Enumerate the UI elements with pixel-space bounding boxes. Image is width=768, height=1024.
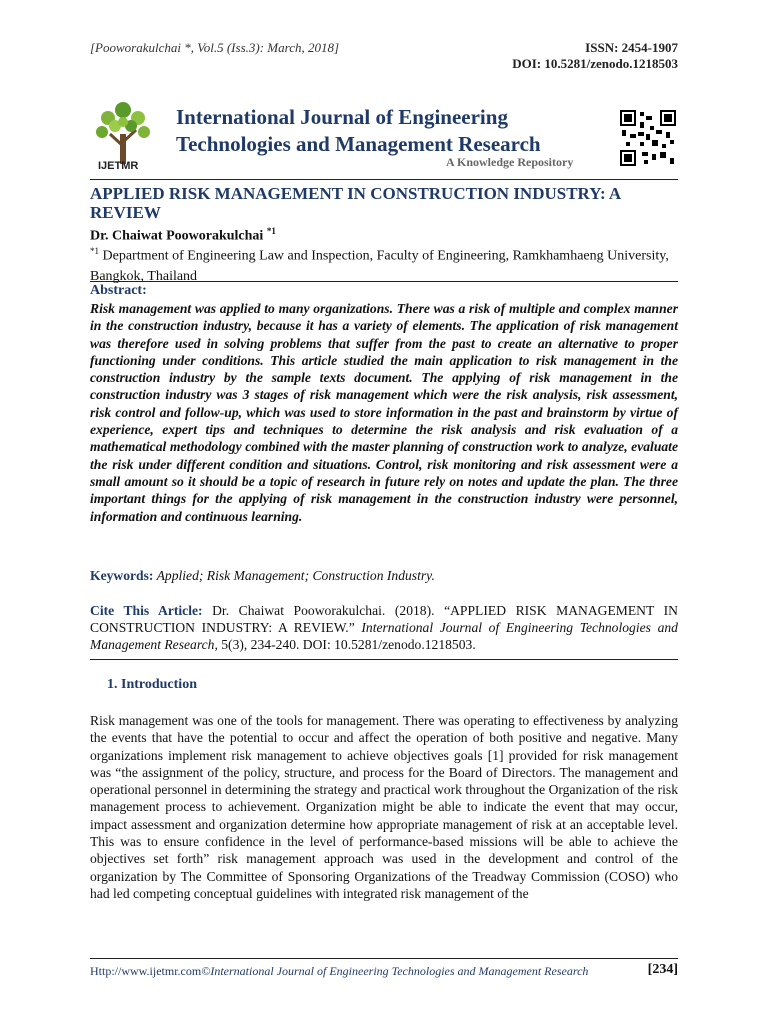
header-issn-doi [512, 40, 678, 72]
footer [90, 964, 588, 979]
cite-label: Cite This Article: [90, 603, 203, 618]
abstract-text: Risk management was applied to many organizations. There was a risk of multiple and complex manner in the construction industry, because it has a variety of elements. The application of risk management was therefore used in solving problems that suffer from the past to create an alternative to proper functioning under conditions. This article studied the main application to risk management in the construction industry by the sample texts document. The applying of risk management in the construction industry was 3 stages of risk management which were the risk analysis, risk assessment, risk control and follow-up, which was used to store information in the past and brainstorm by virtue of experience, expert tips and techniques to determine the risk analysis and risk evaluation of a mathematical methodology combined with the master planning of construction work to analyze, evaluate the risk under different condition and situations. Control, risk monitoring and risk assessment were a small amount so it should be a topic of research in future rely on notes and update the plan. The three important things for the applying of risk management in the construction industry were personnel, information and continuous learning. [90, 301, 678, 524]
affiliation [90, 241, 680, 287]
header-citation: [Pooworakulchai *, Vol.5 (Iss.3): March, 2018] [90, 40, 340, 55]
abstract-heading: Abstract: [90, 283, 147, 298]
affiliation-superscript: *1 [90, 246, 99, 256]
article-title: APPLIED RISK MANAGEMENT IN CONSTRUCTION INDUSTRY: A REVIEW [90, 184, 621, 222]
journal-line1: International Journal of Engineering [176, 105, 508, 129]
affiliation-text: Department of Engineering Law and Inspection, Faculty of Engineering, Ramkhamhaeng University, Bangkok, Thailand [90, 248, 669, 284]
author-superscript: *1 [266, 226, 276, 236]
qr-code-icon [620, 110, 676, 166]
cite-this-article [90, 602, 678, 653]
journal-line2: Technologies and Management Research [176, 132, 541, 156]
page-number: [234] [647, 962, 678, 977]
masthead-rule [90, 179, 678, 180]
keywords-label: Keywords: [90, 568, 154, 583]
cite-journal: International Journal of Engineering Technologies and Management Research, [90, 620, 678, 652]
author-text: Dr. Chaiwat Pooworakulchai [90, 228, 267, 244]
journal-website-link[interactable]: Http://www.ijetmr.com [90, 964, 202, 978]
footer-journal: ©International Journal of Engineering Technologies and Management Research [201, 964, 589, 978]
doi: DOI: 10.5281/zenodo.1218503 [512, 56, 678, 71]
issn: ISSN: 2454-1907 [585, 40, 678, 55]
tagline: A Knowledge Repository [446, 155, 574, 169]
section-heading-introduction: 1. Introduction [107, 677, 197, 692]
introduction-body: Risk management was one of the tools for management. There was operating to effectiveness by analyzing the events that have the potential to occur and affect the operation of both positive and negative. Many organizations implement risk management to achieve objectives goals [1] provided for risk management was “the assignment of the policy, structure, and process for the Board of Directors. The management and operational personnel in determining the strategy and practical work throughout the Organization of the risk management process to achievement. Organization might be able to indicate the event that may occur, impact assessment and organization determine how appropriate management of risk at an acceptable level. This was to ensure confidence in the level of performance-based missions will be able to achieve the objectives set forth” risk management approach was used in the development and control of the organization by The Committee of Sponsoring Organizations of the Treadway Commission (COSO) who had led competing conceptual guidelines with integrated risk management of the [90, 713, 678, 901]
journal-name [176, 104, 541, 158]
keywords-text: Applied; Risk Management; Construction Industry. [153, 568, 435, 583]
cite-text: Dr. Chaiwat Pooworakulchai. (2018). “APPLIED RISK MANAGEMENT IN CONSTRUCTION INDUSTRY: A REVIEW.” [90, 603, 678, 635]
keywords [90, 568, 435, 584]
footer-rule [90, 958, 678, 959]
cite-tail: 5(3), 234-240. DOI: 10.5281/zenodo.1218503. [217, 637, 476, 652]
abstract-top-rule [90, 281, 678, 282]
logo-label: IJETMR [98, 160, 139, 172]
cite-bottom-rule [90, 659, 678, 660]
